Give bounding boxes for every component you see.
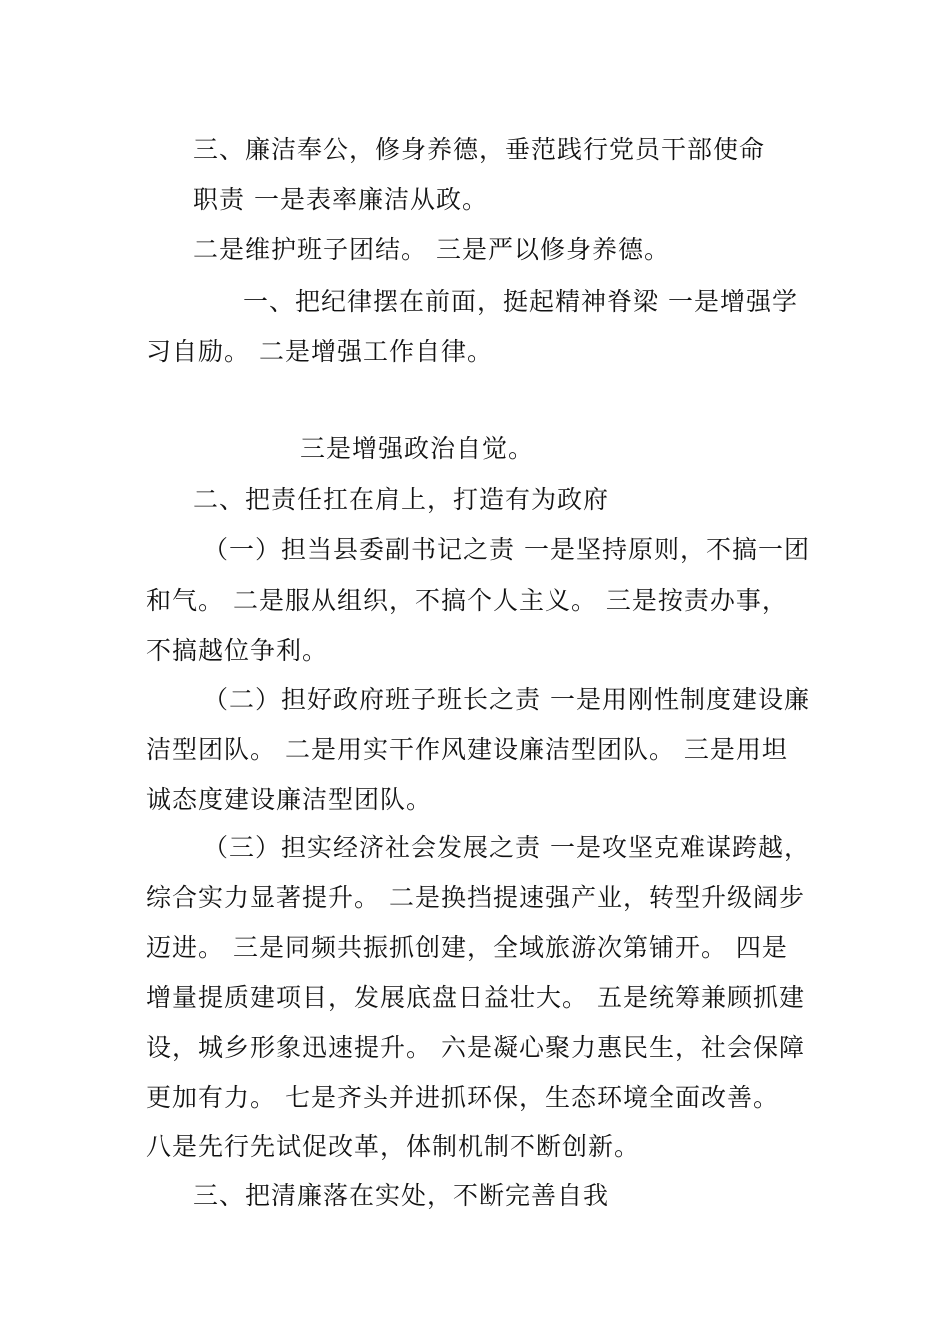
section-heading: 二、把责任扛在肩上，打造有为政府 — [193, 485, 610, 514]
text-line: 更加有力。 七是齐头并进抓环保，生态环境全面改善。 — [146, 1083, 779, 1112]
text-line: 增量提质建项目，发展底盘日益壮大。 五是统筹兼顾抓建 — [146, 983, 805, 1012]
text-line: 习自励。 二是增强工作自律。 — [146, 337, 493, 366]
text-line: 迈进。 三是同频共振抓创建，全域旅游次第铺开。 四是 — [146, 933, 788, 962]
text-line: 八是先行先试促改革，体制机制不断创新。 — [146, 1132, 641, 1161]
text-line: 不搞越位争利。 — [146, 636, 329, 665]
text-line: （一）担当县委副书记之责 一是坚持原则，不搞一团 — [203, 535, 810, 564]
text-line: 设，城乡形象迅速提升。 六是凝心聚力惠民生，社会保障 — [146, 1033, 805, 1062]
text-line: 和气。 二是服从组织，不搞个人主义。 三是按责办事， — [146, 586, 788, 615]
section-heading: 三、把清廉落在实处，不断完善自我 — [193, 1181, 610, 1210]
text-line: 二是维护班子团结。 三是严以修身养德。 — [193, 235, 670, 264]
text-line: 一、把纪律摆在前面，挺起精神脊梁 一是增强学 — [243, 287, 798, 316]
text-line: 综合实力显著提升。 二是换挡提速强产业，转型升级阔步 — [146, 883, 805, 912]
text-line: （三）担实经济社会发展之责 一是攻坚克难谋跨越， — [203, 833, 810, 862]
text-line: 职责 一是表率廉洁从政。 — [193, 185, 488, 214]
text-line: （二）担好政府班子班长之责 一是用刚性制度建设廉 — [203, 685, 810, 714]
text-line: 三、廉洁奉公，修身养德，垂范践行党员干部使命 — [193, 135, 766, 164]
text-line: 诚态度建设廉洁型团队。 — [146, 785, 433, 814]
text-line: 洁型团队。 二是用实干作风建设廉洁型团队。 三是用坦 — [146, 735, 788, 764]
text-line: 三是增强政治自觉。 — [300, 434, 535, 463]
